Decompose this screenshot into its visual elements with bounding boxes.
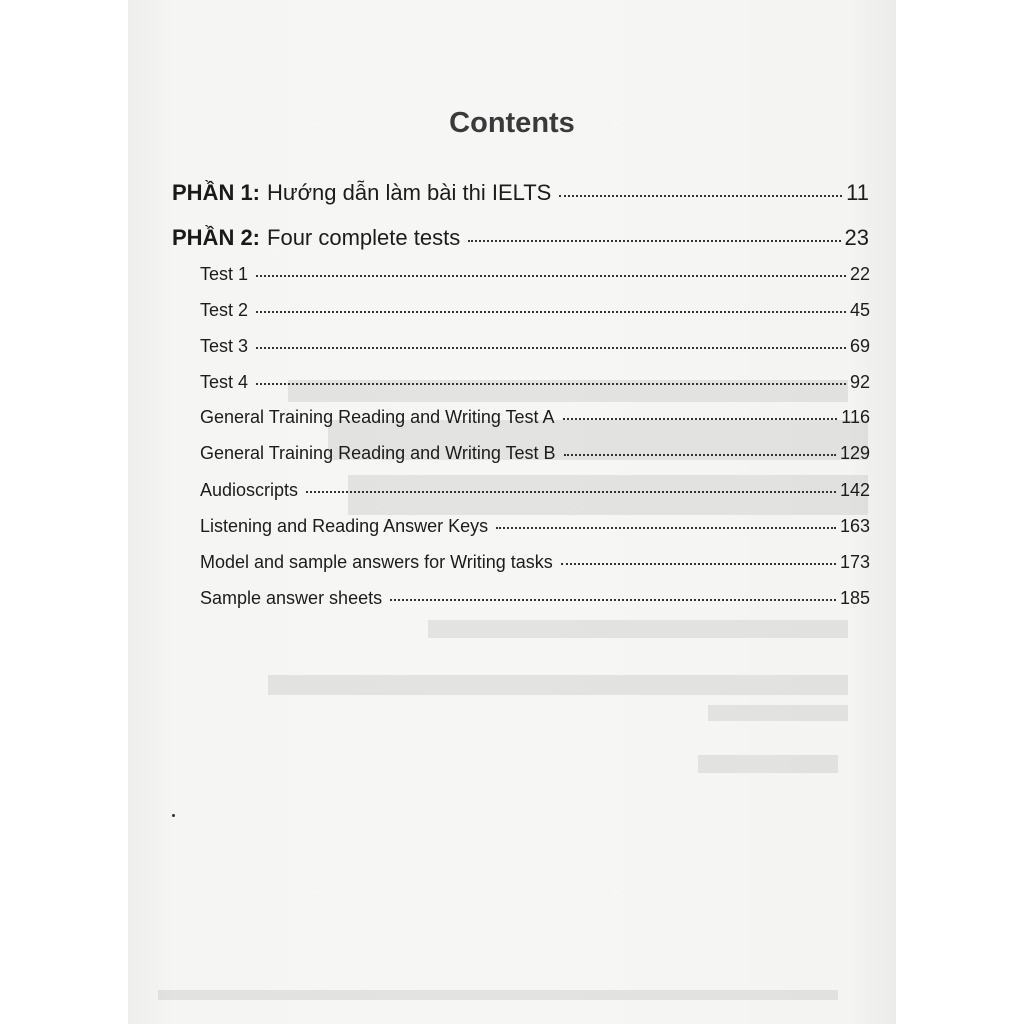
entry-label: Test 3 <box>200 336 249 356</box>
page-number: 173 <box>839 552 870 572</box>
dot-leader <box>256 311 846 313</box>
toc-part-2[interactable] <box>172 225 869 251</box>
toc-entry-test-1[interactable] <box>200 264 870 285</box>
dot-leader <box>496 527 836 529</box>
toc-part-1[interactable] <box>172 180 869 206</box>
dot-leader <box>306 491 836 493</box>
page-number: 11 <box>846 180 869 205</box>
page-number: 116 <box>841 407 870 427</box>
dot-leader <box>561 563 836 565</box>
toc-entry-test-4[interactable] <box>200 372 870 393</box>
entry-label: Test 4 <box>200 372 249 392</box>
toc-entry-answer-keys[interactable] <box>200 516 870 537</box>
page-mark <box>172 814 175 817</box>
part-number: PHẦN 2: <box>172 225 261 250</box>
page-number: 23 <box>844 225 869 250</box>
toc-entry-audioscripts[interactable] <box>200 480 870 501</box>
page-number: 45 <box>849 300 870 320</box>
entry-label: Model and sample answers for Writing tasks <box>200 552 553 572</box>
dot-leader <box>559 195 842 197</box>
dot-leader <box>564 454 836 456</box>
dot-leader <box>256 383 846 385</box>
page-number: 22 <box>849 264 870 284</box>
page-number: 185 <box>839 588 870 608</box>
dot-leader <box>256 275 846 277</box>
toc-entry-writing-answers[interactable] <box>200 552 870 573</box>
entry-label: Test 1 <box>200 264 249 284</box>
page-number: 92 <box>849 372 870 392</box>
book-page <box>128 0 896 1024</box>
dot-leader <box>468 240 840 242</box>
page-number: 142 <box>839 480 870 500</box>
show-through-texture <box>128 0 896 1024</box>
toc-entry-gt-test-a[interactable] <box>200 407 870 428</box>
entry-label: Sample answer sheets <box>200 588 383 608</box>
page-number: 163 <box>839 516 870 536</box>
toc-entry-answer-sheets[interactable] <box>200 588 870 609</box>
entry-label: General Training Reading and Writing Test B <box>200 443 556 463</box>
entry-label: Test 2 <box>200 300 249 320</box>
dot-leader <box>390 599 836 601</box>
contents-title: Contents <box>449 107 575 139</box>
part-number: PHẦN 1: <box>172 180 261 205</box>
part-label: Four complete tests <box>267 225 461 250</box>
entry-label: Listening and Reading Answer Keys <box>200 516 489 536</box>
part-label: Hướng dẫn làm bài thi IELTS <box>267 180 552 205</box>
page-number: 69 <box>849 336 870 356</box>
toc-entry-test-2[interactable] <box>200 300 870 321</box>
toc-entry-test-3[interactable] <box>200 336 870 357</box>
toc-entry-gt-test-b[interactable] <box>200 443 870 464</box>
dot-leader <box>256 347 846 349</box>
page-number: 129 <box>839 443 870 463</box>
dot-leader <box>563 418 838 420</box>
entry-label: General Training Reading and Writing Test A <box>200 407 555 427</box>
entry-label: Audioscripts <box>200 480 299 500</box>
